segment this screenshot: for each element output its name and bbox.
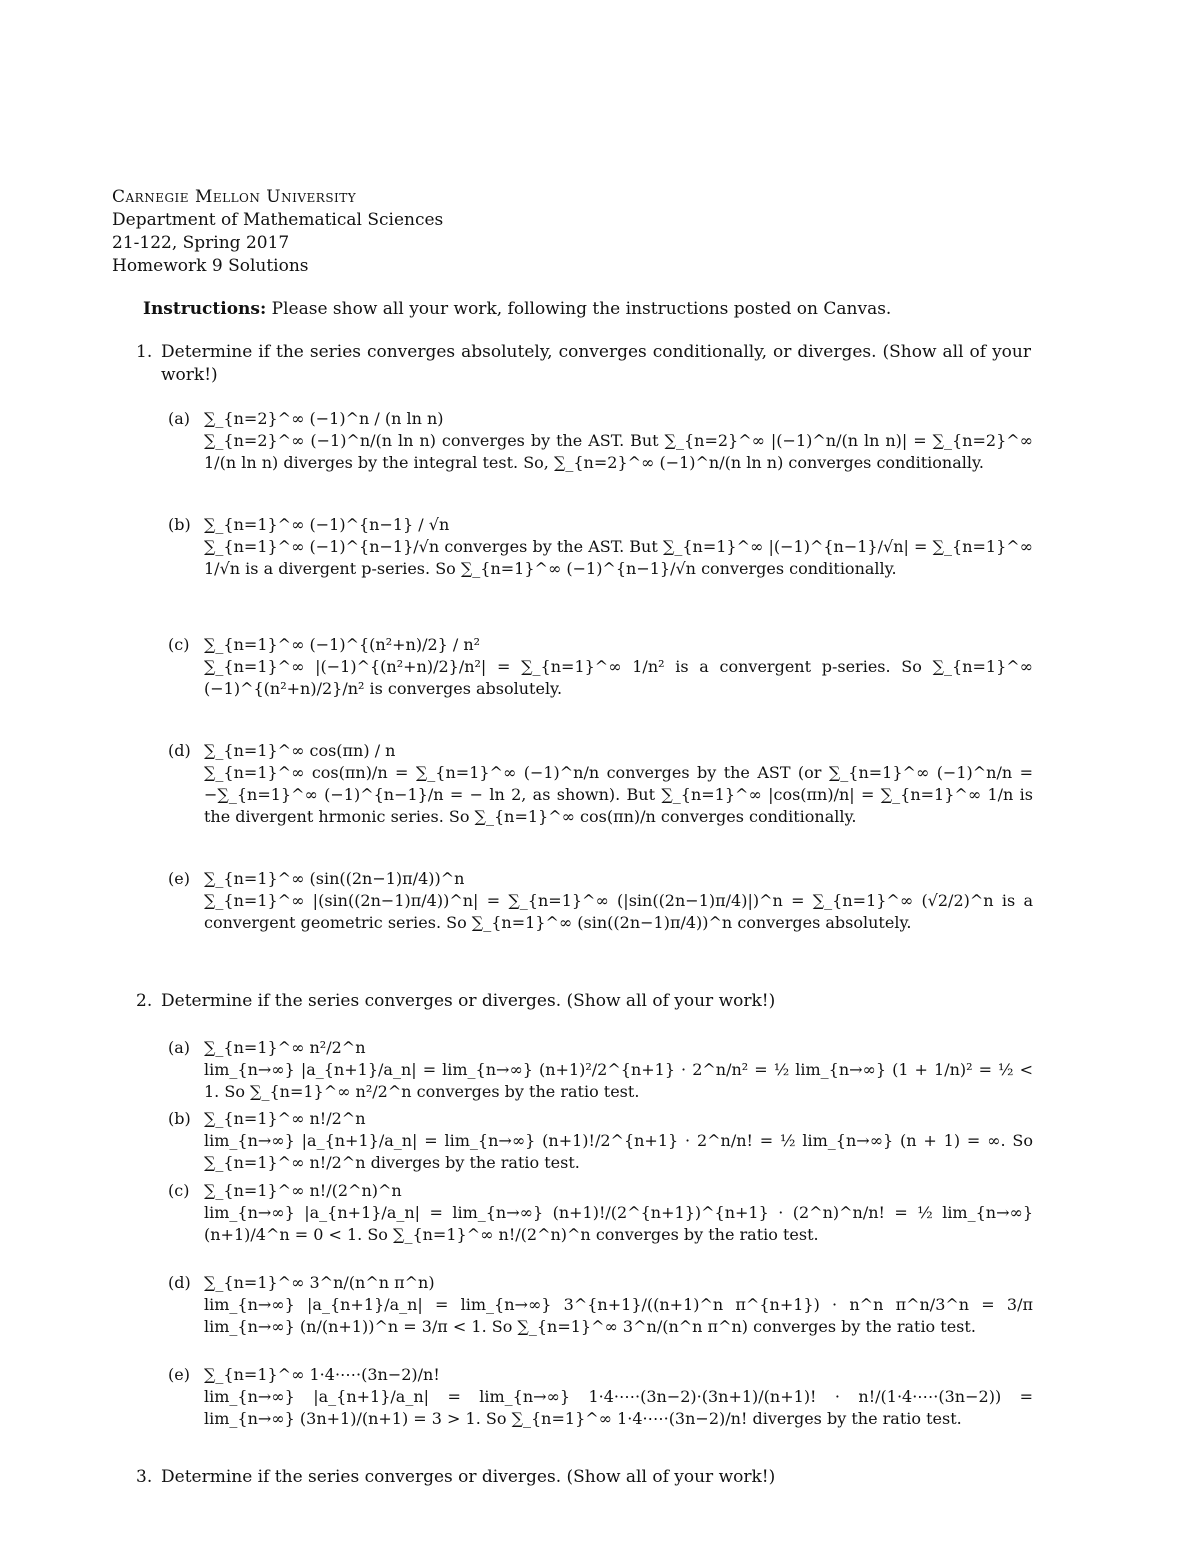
document-header bbox=[112, 186, 443, 278]
part-problem: ∑_{n=1}^∞ cos(πn) / n bbox=[204, 741, 396, 760]
part-solution: ∑_{n=1}^∞ |(−1)^{(n²+n)/2}/n²| = ∑_{n=1}^∞ 1/n² is a convergent p-series. So ∑_{n=1}^∞ (−1)^{(n²+n)/2}/n² is converges absolutely. bbox=[204, 657, 1033, 698]
part-label: (e) bbox=[168, 1365, 190, 1384]
question-text: Determine if the series converges or diverges. (Show all of your work!) bbox=[161, 1467, 776, 1487]
question-2 bbox=[136, 990, 1031, 1013]
part-problem: ∑_{n=1}^∞ n!/2^n bbox=[204, 1109, 366, 1128]
question-1 bbox=[136, 341, 1031, 387]
q2-part-c bbox=[168, 1180, 1033, 1246]
q1-part-d bbox=[168, 740, 1033, 828]
instructions bbox=[143, 299, 891, 319]
instructions-label: Instructions: bbox=[143, 299, 267, 319]
part-label: (d) bbox=[168, 741, 191, 760]
q1-part-c bbox=[168, 634, 1033, 700]
part-solution: ∑_{n=1}^∞ (−1)^{n−1}/√n converges by the AST. But ∑_{n=1}^∞ |(−1)^{n−1}/√n| = ∑_{n=1}^∞ 1/√n is a divergent p-series. So ∑_{n=1}^∞ (−1)^{n−1}/√n converges conditionally. bbox=[204, 537, 1033, 578]
part-label: (a) bbox=[168, 1038, 191, 1057]
part-problem: ∑_{n=2}^∞ (−1)^n / (n ln n) bbox=[204, 409, 444, 428]
part-problem: ∑_{n=1}^∞ 1·4·⋯·(3n−2)/n! bbox=[204, 1365, 440, 1384]
part-problem: ∑_{n=1}^∞ 3^n/(n^n π^n) bbox=[204, 1273, 435, 1292]
part-problem: ∑_{n=1}^∞ (−1)^{(n²+n)/2} / n² bbox=[204, 635, 481, 654]
part-solution: lim_{n→∞} |a_{n+1}/a_n| = lim_{n→∞} (n+1)²/2^{n+1} · 2^n/n² = ½ lim_{n→∞} (1 + 1/n)² = ½ < 1. So ∑_{n=1}^∞ n²/2^n converges by the ratio test. bbox=[204, 1060, 1033, 1101]
part-solution: ∑_{n=1}^∞ |(sin((2n−1)π/4))^n| = ∑_{n=1}^∞ (|sin((2n−1)π/4)|)^n = ∑_{n=1}^∞ (√2/2)^n is a convergent geometric series. So ∑_{n=1}^∞ (sin((2n−1)π/4))^n converges absolutely. bbox=[204, 891, 1033, 932]
q2-part-d bbox=[168, 1272, 1033, 1338]
q2-part-e bbox=[168, 1364, 1033, 1430]
q1-part-b bbox=[168, 514, 1033, 580]
part-label: (c) bbox=[168, 635, 190, 654]
part-solution: ∑_{n=1}^∞ cos(πn)/n = ∑_{n=1}^∞ (−1)^n/n converges by the AST (or ∑_{n=1}^∞ (−1)^n/n = −∑_{n=1}^∞ (−1)^{n−1}/n = − ln 2, as shown). But ∑_{n=1}^∞ |cos(πn)/n| = ∑_{n=1}^∞ 1/n is the divergent hrmonic series. So ∑_{n=1}^∞ cos(πn)/n converges conditionally. bbox=[204, 763, 1033, 826]
part-solution: lim_{n→∞} |a_{n+1}/a_n| = lim_{n→∞} (n+1)!/2^{n+1} · 2^n/n! = ½ lim_{n→∞} (n + 1) = ∞. So ∑_{n=1}^∞ n!/2^n diverges by the ratio test. bbox=[204, 1131, 1033, 1172]
part-label: (c) bbox=[168, 1181, 190, 1200]
part-label: (b) bbox=[168, 515, 191, 534]
department-name: Department of Mathematical Sciences bbox=[112, 210, 444, 230]
q2-part-b bbox=[168, 1108, 1033, 1174]
part-label: (a) bbox=[168, 409, 191, 428]
part-problem: ∑_{n=1}^∞ n!/(2^n)^n bbox=[204, 1181, 402, 1200]
part-problem: ∑_{n=1}^∞ (−1)^{n−1} / √n bbox=[204, 515, 450, 534]
q2-part-a bbox=[168, 1037, 1033, 1103]
q1-part-e bbox=[168, 868, 1033, 934]
part-label: (d) bbox=[168, 1273, 191, 1292]
course-info: 21-122, Spring 2017 bbox=[112, 233, 290, 253]
university-name: Carnegie Mellon University bbox=[112, 187, 357, 207]
document-title: Homework 9 Solutions bbox=[112, 256, 309, 276]
question-number: 2. bbox=[136, 991, 153, 1011]
part-solution: lim_{n→∞} |a_{n+1}/a_n| = lim_{n→∞} 3^{n+1}/((n+1)^n π^{n+1}) · n^n π^n/3^n = 3/π lim_{n→∞} (n/(n+1))^n = 3/π < 1. So ∑_{n=1}^∞ 3^n/(n^n π^n) converges by the ratio test. bbox=[204, 1295, 1033, 1336]
question-text: Determine if the series converges or diverges. (Show all of your work!) bbox=[161, 991, 776, 1011]
part-label: (b) bbox=[168, 1109, 191, 1128]
part-problem: ∑_{n=1}^∞ n²/2^n bbox=[204, 1038, 366, 1057]
part-label: (e) bbox=[168, 869, 190, 888]
q1-part-a bbox=[168, 408, 1033, 474]
question-text: Determine if the series converges absolutely, converges conditionally, or diverges. (Show all of your work!) bbox=[161, 342, 1031, 385]
part-solution: lim_{n→∞} |a_{n+1}/a_n| = lim_{n→∞} (n+1)!/(2^{n+1})^{n+1} · (2^n)^n/n! = ½ lim_{n→∞} (n+1)/4^n = 0 < 1. So ∑_{n=1}^∞ n!/(2^n)^n converges by the ratio test. bbox=[204, 1203, 1033, 1244]
part-solution: lim_{n→∞} |a_{n+1}/a_n| = lim_{n→∞} 1·4·⋯·(3n−2)·(3n+1)/(n+1)! · n!/(1·4·⋯·(3n−2)) = lim_{n→∞} (3n+1)/(n+1) = 3 > 1. So ∑_{n=1}^∞ 1·4·⋯·(3n−2)/n! diverges by the ratio test. bbox=[204, 1387, 1033, 1428]
part-problem: ∑_{n=1}^∞ (sin((2n−1)π/4))^n bbox=[204, 869, 465, 888]
question-number: 3. bbox=[136, 1467, 153, 1487]
question-3 bbox=[136, 1466, 1031, 1489]
question-number: 1. bbox=[136, 342, 153, 362]
part-solution: ∑_{n=2}^∞ (−1)^n/(n ln n) converges by the AST. But ∑_{n=2}^∞ |(−1)^n/(n ln n)| = ∑_{n=2}^∞ 1/(n ln n) diverges by the integral test. So, ∑_{n=2}^∞ (−1)^n/(n ln n) converges conditionally. bbox=[204, 431, 1033, 472]
instructions-text: Please show all your work, following the instructions posted on Canvas. bbox=[271, 299, 892, 319]
